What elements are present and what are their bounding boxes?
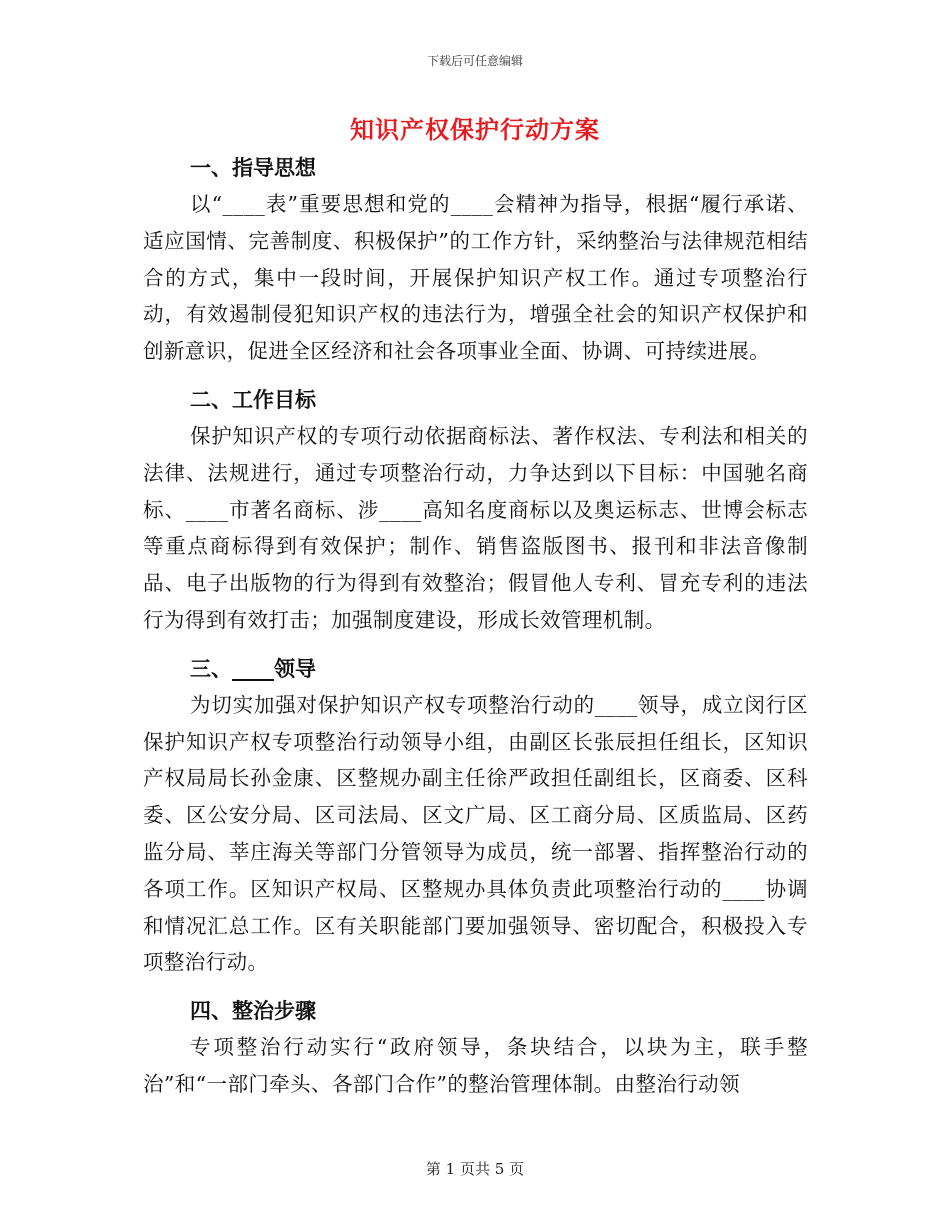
section-work-goals (143, 382, 808, 639)
section-guiding-ideology (143, 150, 808, 370)
section-paragraph: 以“____表”重要思想和党的____会精神为指导，根据“履行承诺、适应国情、完善制度、积极保护”的工作方针，采纳整治与法律规范相结合的方式，集中一段时间，开展保护知识产权工作。通过专项整治行动，有效遏制侵犯知识产权的违法行为，增强全社会的知识产权保护和创新意识，促进全区经济和社会各项事业全面、协调、可持续进展。 (143, 192, 808, 364)
section-heading: 四、整治步骤 (190, 999, 316, 1024)
section-leadership (143, 651, 808, 981)
page-header-note: 下载后可任意编辑 (426, 54, 523, 68)
section-rectification-steps (143, 993, 808, 1103)
section-heading: 三、____领导 (190, 656, 316, 681)
section-paragraph: 保护知识产权的专项行动依据商标法、著作权法、专利法和相关的法律、法规进行，通过专项整治行动，力争达到以下目标：中国驰名商标、____市著名商标、涉____高知名度商标以及奥运标志、世博会标志等重点商标得到有效保护；制作、销售盗版图书、报刊和非法音像制品、电子出版物的行为得到有效整治；假冒他人专利、冒充专利的违法行为得到有效打击；加强制度建设，形成长效管理机制。 (143, 423, 808, 632)
section-heading: 一、指导思想 (190, 156, 316, 180)
section-paragraph: 为切实加强对保护知识产权专项整治行动的____领导，成立闵行区保护知识产权专项整治行动领导小组，由副区长张辰担任组长，区知识产权局局长孙金康、区整规办副主任徐严政担任副组长，区商委、区科委、区公安分局、区司法局、区文广局、区工商分局、区质监局、区药监分局、莘庄海关等部门分管领导为成员，统一部署、指挥整治行动的各项工作。区知识产权局、区整规办具体负责此项整治行动的____协调和情况汇总工作。区有关职能部门要加强领导、密切配合，积极投入专项整治行动。 (143, 692, 808, 975)
section-paragraph: 专项整治行动实行“政府领导，条块结合，以块为主，联手整治”和“一部门牵头、各部门合作”的整治管理体制。由整治行动领 (143, 1035, 808, 1096)
document-title: 知识产权保护行动方案 (350, 115, 600, 144)
document-body (143, 150, 808, 1115)
page-number-footer: 第 1 页共 5 页 (425, 1160, 525, 1178)
section-heading: 二、工作目标 (190, 387, 316, 412)
